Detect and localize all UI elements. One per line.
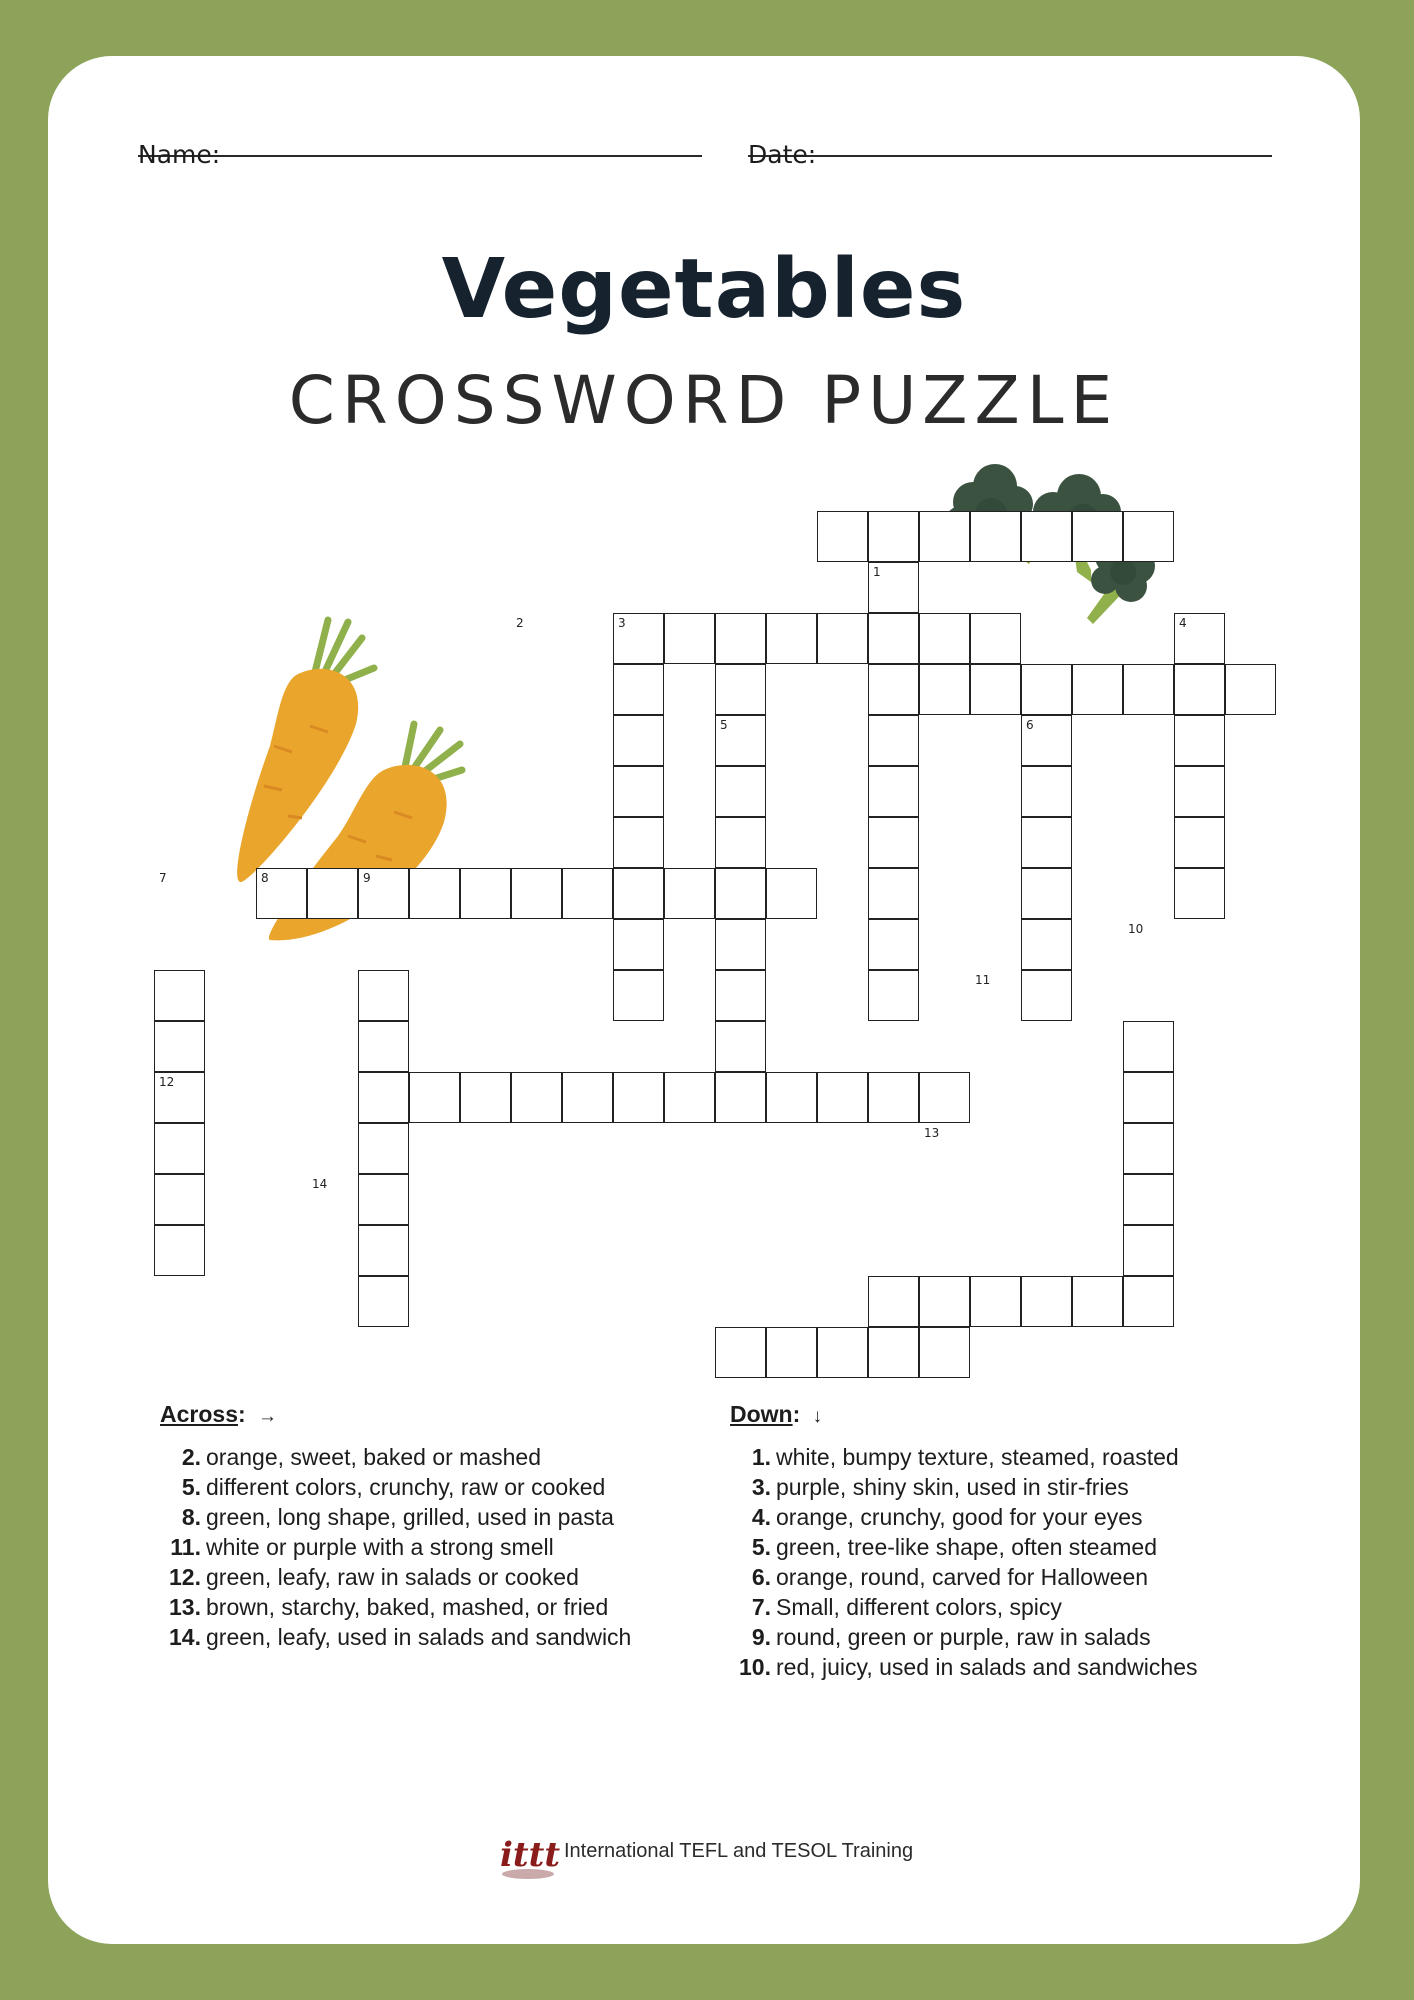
clue-number: 9.: [751, 1624, 771, 1650]
crossword-cell[interactable]: [664, 868, 715, 919]
crossword-cell[interactable]: [409, 1072, 460, 1123]
crossword-cell[interactable]: [613, 1072, 664, 1123]
clue-item: [730, 1472, 1290, 1502]
crossword-cell[interactable]: [1021, 919, 1072, 970]
crossword-cell[interactable]: [460, 1072, 511, 1123]
clue-number: 12.: [169, 1564, 201, 1590]
crossword-cell[interactable]: [868, 1276, 919, 1327]
crossword-cell[interactable]: [1174, 766, 1225, 817]
crossword-cell[interactable]: [868, 817, 919, 868]
crossword-cell[interactable]: [919, 1276, 970, 1327]
clue-number: 11.: [170, 1534, 201, 1560]
down-arrow-icon: ↓: [812, 1406, 823, 1427]
cell-number: 1: [873, 565, 881, 579]
crossword-cell[interactable]: [1021, 664, 1072, 715]
crossword-cell[interactable]: [766, 613, 817, 664]
crossword-cell[interactable]: [154, 1021, 205, 1072]
crossword-cell[interactable]: [1021, 511, 1072, 562]
crossword-cell[interactable]: [868, 1072, 919, 1123]
crossword-cell[interactable]: [307, 868, 358, 919]
crossword-cell[interactable]: [715, 664, 766, 715]
cell-number: 5: [720, 718, 728, 732]
clue-text: green, tree-like shape, often steamed: [776, 1534, 1158, 1560]
clue-number: 4.: [751, 1504, 771, 1530]
crossword-cell[interactable]: [715, 1021, 766, 1072]
logo-text: International TEFL and TESOL Training: [564, 1840, 914, 1862]
cell-number: 8: [261, 871, 269, 885]
clue-text: Small, different colors, spicy: [776, 1594, 1062, 1620]
across-heading-label: Across: [160, 1401, 238, 1427]
crossword-cell[interactable]: [1072, 511, 1123, 562]
cell-number: 3: [618, 616, 626, 630]
crossword-cell[interactable]: [919, 511, 970, 562]
crossword-cell[interactable]: [715, 868, 766, 919]
crossword-cell[interactable]: [970, 664, 1021, 715]
cell-number: 2: [516, 616, 524, 630]
crossword-cell[interactable]: [613, 664, 664, 715]
crossword-cell[interactable]: [1225, 664, 1276, 715]
clue-number: 13.: [169, 1594, 201, 1620]
crossword-cell[interactable]: [919, 664, 970, 715]
crossword-cell[interactable]: [409, 868, 460, 919]
crossword-cell[interactable]: [1021, 817, 1072, 868]
crossword-cell[interactable]: [358, 1123, 409, 1174]
clue-text: brown, starchy, baked, mashed, or fried: [206, 1594, 609, 1620]
ittt-logo-icon: [496, 1826, 560, 1882]
crossword-cell[interactable]: [868, 613, 919, 664]
crossword-cell[interactable]: [511, 868, 562, 919]
clue-item: [160, 1472, 700, 1502]
clue-text: white or purple with a strong smell: [206, 1534, 554, 1560]
crossword-cell[interactable]: [1123, 1174, 1174, 1225]
crossword-cell[interactable]: [511, 1072, 562, 1123]
crossword-cell[interactable]: [1123, 1276, 1174, 1327]
clue-number: 7.: [751, 1594, 771, 1620]
crossword-cell[interactable]: [868, 970, 919, 1021]
clue-item: [730, 1592, 1290, 1622]
right-arrow-icon: →: [258, 1406, 278, 1427]
page-subtitle: CROSSWORD PUZZLE: [288, 362, 1120, 439]
name-label: Name:: [138, 140, 221, 169]
crossword-cell[interactable]: [1123, 511, 1174, 562]
crossword-cell[interactable]: [817, 1327, 868, 1378]
clue-text: orange, round, carved for Halloween: [776, 1564, 1149, 1590]
crossword-cell[interactable]: [154, 970, 205, 1021]
svg-text:ittt: ittt: [500, 1835, 560, 1875]
cell-number: 6: [1026, 718, 1034, 732]
clue-text: green, leafy, raw in salads or cooked: [206, 1564, 579, 1590]
clue-item: [160, 1502, 700, 1532]
crossword-cell[interactable]: [613, 715, 664, 766]
crossword-cell[interactable]: [1021, 970, 1072, 1021]
crossword-cell[interactable]: [1174, 664, 1225, 715]
down-heading-label: Down: [730, 1401, 793, 1427]
cell-number: 13: [924, 1126, 940, 1140]
crossword-cell[interactable]: [1174, 868, 1225, 919]
clue-number: 3.: [751, 1474, 771, 1500]
crossword-cell[interactable]: [1072, 664, 1123, 715]
clue-number: 2.: [181, 1444, 201, 1470]
clue-text: green, long shape, grilled, used in pasta: [206, 1504, 614, 1530]
crossword-cell[interactable]: [358, 1174, 409, 1225]
crossword-cell[interactable]: [766, 1327, 817, 1378]
crossword-cell[interactable]: [817, 1072, 868, 1123]
across-heading: Across: →: [160, 1401, 278, 1427]
crossword-cell[interactable]: [868, 766, 919, 817]
crossword-cell[interactable]: [358, 1225, 409, 1276]
crossword-cell[interactable]: [715, 1327, 766, 1378]
crossword-cell[interactable]: [715, 1072, 766, 1123]
crossword-cell[interactable]: [562, 1072, 613, 1123]
clue-item: [730, 1622, 1290, 1652]
date-label: Date:: [748, 140, 817, 169]
clue-number: 5.: [751, 1534, 771, 1560]
crossword-cell[interactable]: [715, 817, 766, 868]
crossword-cell[interactable]: [919, 1327, 970, 1378]
clue-item: [730, 1562, 1290, 1592]
crossword-cell[interactable]: [1123, 1072, 1174, 1123]
down-heading: Down: ↓: [730, 1401, 823, 1427]
clue-text: round, green or purple, raw in salads: [776, 1624, 1151, 1650]
crossword-cell[interactable]: [1123, 1123, 1174, 1174]
footer-logo: [48, 1826, 1360, 1876]
clue-number: 10.: [739, 1654, 771, 1680]
across-clues: [160, 1401, 700, 1652]
crossword-cell[interactable]: [460, 868, 511, 919]
cell-number: 12: [159, 1075, 175, 1089]
crossword-cell[interactable]: [715, 613, 766, 664]
clue-text: different colors, crunchy, raw or cooked: [206, 1474, 606, 1500]
cell-number: 7: [159, 871, 167, 885]
crossword-cell[interactable]: [1021, 766, 1072, 817]
worksheet-card: [48, 56, 1360, 1944]
crossword-cell[interactable]: [613, 919, 664, 970]
cell-number: 9: [363, 871, 371, 885]
crossword-cell[interactable]: [154, 1123, 205, 1174]
crossword-cell[interactable]: [562, 868, 613, 919]
crossword-cell[interactable]: [358, 1276, 409, 1327]
clue-number: 5.: [181, 1474, 201, 1500]
crossword-cell[interactable]: [970, 613, 1021, 664]
cell-number: 11: [975, 973, 991, 987]
clue-text: red, juicy, used in salads and sandwiches: [776, 1654, 1198, 1680]
down-clues: [730, 1401, 1290, 1682]
crossword-cell[interactable]: [715, 919, 766, 970]
clue-item: [160, 1592, 700, 1622]
crossword-cell[interactable]: [1174, 817, 1225, 868]
cell-number: 14: [312, 1177, 328, 1191]
crossword-cell[interactable]: [358, 1021, 409, 1072]
crossword-cell[interactable]: [154, 1174, 205, 1225]
crossword-cell[interactable]: [358, 1072, 409, 1123]
clue-item: [160, 1562, 700, 1592]
clue-text: orange, crunchy, good for your eyes: [776, 1504, 1143, 1530]
crossword-cell[interactable]: [919, 1072, 970, 1123]
crossword-cell[interactable]: [1123, 1021, 1174, 1072]
crossword-cell[interactable]: [664, 1072, 715, 1123]
cell-number: 4: [1179, 616, 1187, 630]
crossword-cell[interactable]: [613, 817, 664, 868]
crossword-cell[interactable]: [919, 613, 970, 664]
crossword-cell[interactable]: [868, 919, 919, 970]
crossword-cell[interactable]: [358, 970, 409, 1021]
page-title: Vegetables: [441, 242, 967, 337]
clue-number: 8.: [181, 1504, 201, 1530]
clue-text: orange, sweet, baked or mashed: [206, 1444, 541, 1470]
crossword-cell[interactable]: [868, 1327, 919, 1378]
crossword-cell[interactable]: [1123, 664, 1174, 715]
crossword-cell[interactable]: [1174, 715, 1225, 766]
crossword-cell[interactable]: [970, 511, 1021, 562]
crossword-cell[interactable]: [970, 1276, 1021, 1327]
crossword-cell[interactable]: [613, 868, 664, 919]
clue-item: [730, 1502, 1290, 1532]
crossword-cell[interactable]: [1021, 1276, 1072, 1327]
crossword-cell[interactable]: [1123, 1225, 1174, 1276]
crossword-cell[interactable]: [715, 970, 766, 1021]
crossword-cell[interactable]: [868, 868, 919, 919]
crossword-cell[interactable]: [766, 868, 817, 919]
clue-item: [160, 1532, 700, 1562]
clue-text: green, leafy, used in salads and sandwich: [206, 1624, 632, 1650]
clue-number: 1.: [751, 1444, 771, 1470]
crossword-cell[interactable]: [1021, 868, 1072, 919]
clue-text: white, bumpy texture, steamed, roasted: [776, 1444, 1179, 1470]
clue-number: 14.: [169, 1624, 201, 1650]
clue-item: [730, 1442, 1290, 1472]
crossword-cell[interactable]: [766, 1072, 817, 1123]
crossword-cell[interactable]: [613, 766, 664, 817]
clue-text: purple, shiny skin, used in stir-fries: [776, 1474, 1129, 1500]
clue-item: [730, 1652, 1290, 1682]
crossword-cell[interactable]: [1072, 1276, 1123, 1327]
clue-item: [160, 1622, 700, 1652]
crossword-cell[interactable]: [715, 766, 766, 817]
crossword-cell[interactable]: [154, 1225, 205, 1276]
crossword-cell[interactable]: [817, 511, 868, 562]
clue-item: [160, 1442, 700, 1472]
clue-number: 6.: [751, 1564, 771, 1590]
crossword-cell[interactable]: [868, 715, 919, 766]
crossword-cell[interactable]: [664, 613, 715, 664]
cell-number: 10: [1128, 922, 1144, 936]
crossword-grid: [48, 56, 1360, 1456]
crossword-cell[interactable]: [613, 970, 664, 1021]
crossword-cell[interactable]: [868, 511, 919, 562]
crossword-cell[interactable]: [868, 664, 919, 715]
crossword-cell[interactable]: [817, 613, 868, 664]
clue-item: [730, 1532, 1290, 1562]
